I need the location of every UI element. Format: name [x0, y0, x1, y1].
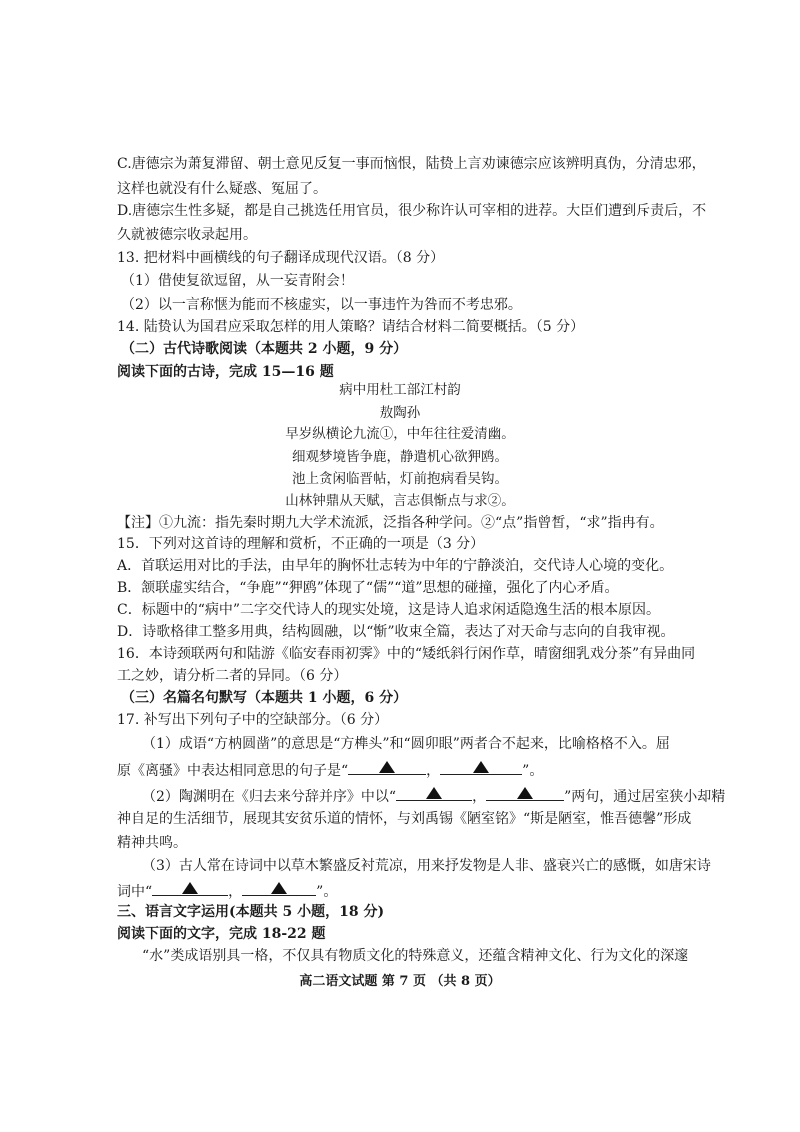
poem-author: 敖陶孙 [379, 405, 421, 421]
q15-option-d: D．诗歌格律工整多用典，结构圆融，以“惭”收束全篇，表达了对天命与志向的自我审视。 [117, 624, 675, 640]
q17-item3-prefix: 词中“ [117, 884, 153, 900]
triangle-marker-icon [379, 761, 395, 773]
q15-stem: 15．下列对这首诗的理解和赏析，不正确的一项是（3 分） [117, 536, 485, 552]
section-language-heading: 三、语言文字运用(本题共 5 小题，18 分) [117, 904, 385, 920]
q12-option-c-line2: 这样也就没有什么疑惑、冤屈了。 [117, 181, 327, 197]
q17-item2-line3: 精神共鸣。 [117, 835, 187, 851]
poem-line-3: 池上贪闲临晋帖，灯前抱病看吴钩。 [292, 471, 508, 487]
answer-blank-2[interactable] [440, 760, 522, 775]
q13-stem: 13. 把材料中画横线的句子翻译成现代汉语。（8 分） [117, 250, 445, 266]
q17-item2-suffix: ”两句，通过居室狭小却精 [564, 789, 726, 805]
triangle-marker-icon [473, 761, 489, 773]
q17-item2-separator: ， [472, 789, 487, 805]
q17-item1-separator: ， [426, 763, 441, 779]
q16-line2: 工之妙，请分析二者的异同。（6 分） [117, 668, 348, 684]
q15-option-b: B．颔联虚实结合，“争鹿”“狎鸥”体现了“儒”“道”思想的碰撞，强化了内心矛盾。 [117, 580, 619, 596]
q17-item1-line1: （1）成语“方枘圆凿”的意思是“方榫头”和“圆卯眼”两者合不起来，比喻格格不入。屈 [142, 736, 670, 752]
q16-line1: 16．本诗颈联两句和陆游《临安春雨初霁》中的“矮纸斜行闲作草，晴窗细乳戏分茶”有异曲同 [117, 646, 696, 662]
page-footer: 高二语文试题 第 7 页 （共 8 页） [299, 974, 501, 989]
q17-item1-line2 [117, 760, 717, 780]
answer-blank-3[interactable] [396, 786, 472, 801]
q14-stem: 14. 陆贽认为国君应采取怎样的用人策略？请结合材料二简要概括。（5 分） [117, 319, 585, 335]
q17-item3-line2 [117, 881, 717, 901]
q17-item2-line1 [142, 786, 742, 806]
poem-line-4: 山林钟鼎从天赋，言志俱惭点与求②。 [285, 493, 515, 509]
q17-stem: 17. 补写出下列句子中的空缺部分。（6 分） [117, 712, 389, 728]
triangle-marker-icon [182, 882, 198, 894]
poem-line-1: 早岁纵横论九流①，中年往往爱清幽。 [285, 426, 515, 442]
section-poetry-heading: （二）古代诗歌阅读（本题共 2 小题，9 分） [121, 341, 408, 357]
section-dictation-heading: （三）名篇名句默写（本题共 1 小题，6 分） [121, 690, 408, 706]
triangle-marker-icon [426, 787, 442, 799]
answer-blank-5[interactable] [152, 881, 228, 896]
answer-blank-6[interactable] [242, 881, 316, 896]
answer-blank-4[interactable] [486, 786, 564, 801]
q15-option-c: C．标题中的“病中”二字交代诗人的现实处境，这是诗人追求闲适隐逸生活的根本原因。 [117, 602, 661, 618]
q17-item3-line1: （3）古人常在诗词中以草木繁盛反衬荒凉，用来抒发物是人非、盛衰兴亡的感慨，如唐宋诗 [142, 858, 711, 874]
poem-note: 【注】①九流：指先秦时期九大学术流派，泛指各种学问。②“点”指曾皙，“求”指冉有。 [117, 515, 664, 531]
q12-option-d-line1: D.唐德宗生性多疑，都是自己挑选任用官员，很少称许认可宰相的进荐。大臣们遭到斥责后，不 [117, 203, 707, 219]
q17-item3-separator: ， [228, 884, 243, 900]
triangle-marker-icon [517, 787, 533, 799]
q17-item3-suffix: ”。 [316, 884, 338, 900]
q17-item2-prefix: （2）陶渊明在《归去来兮辞并序》中以“ [142, 789, 397, 805]
poem-line-2: 细观梦境皆争鹿，静遣机心欲狎鸥。 [292, 449, 508, 465]
q17-item1-prefix: 原《离骚》中表达相同意思的句子是“ [117, 763, 349, 779]
q17-item1-suffix: ”。 [522, 763, 544, 779]
poem-title: 病中用杜工部江村韵 [339, 382, 461, 398]
q12-option-c-line1: C.唐德宗为萧复滞留、朝士意见反复一事而恼恨，陆贽上言劝谏德宗应该辨明真伪，分清忠邪， [117, 156, 706, 172]
q15-option-a: A．首联运用对比的手法，由早年的胸怀壮志转为中年的宁静淡泊，交代诗人心境的变化。 [117, 558, 674, 574]
answer-blank-1[interactable] [348, 760, 426, 775]
passage-opening-line: “水”类成语别具一格，不仅具有物质文化的特殊意义，还蕴含精神文化、行为文化的深邃 [142, 948, 689, 964]
q12-option-d-line2: 久就被德宗收录起用。 [117, 227, 257, 243]
q13-item2: （2）以一言称惬为能而不核虚实，以一事违忤为咎而不考忠邪。 [121, 297, 522, 313]
q13-item1: （1）借使复欲逗留，从一妄青附会！ [121, 273, 354, 289]
triangle-marker-icon [271, 882, 287, 894]
section-language-instruction: 阅读下面的文字，完成 18-22 题 [117, 926, 326, 942]
section-poetry-instruction: 阅读下面的古诗，完成 15—16 题 [117, 364, 334, 380]
q17-item2-line2: 神自足的生活细节，展现其安贫乐道的情怀，与刘禹锡《陋室铭》“斯是陋室，惟吾德馨”形成 [117, 811, 692, 827]
